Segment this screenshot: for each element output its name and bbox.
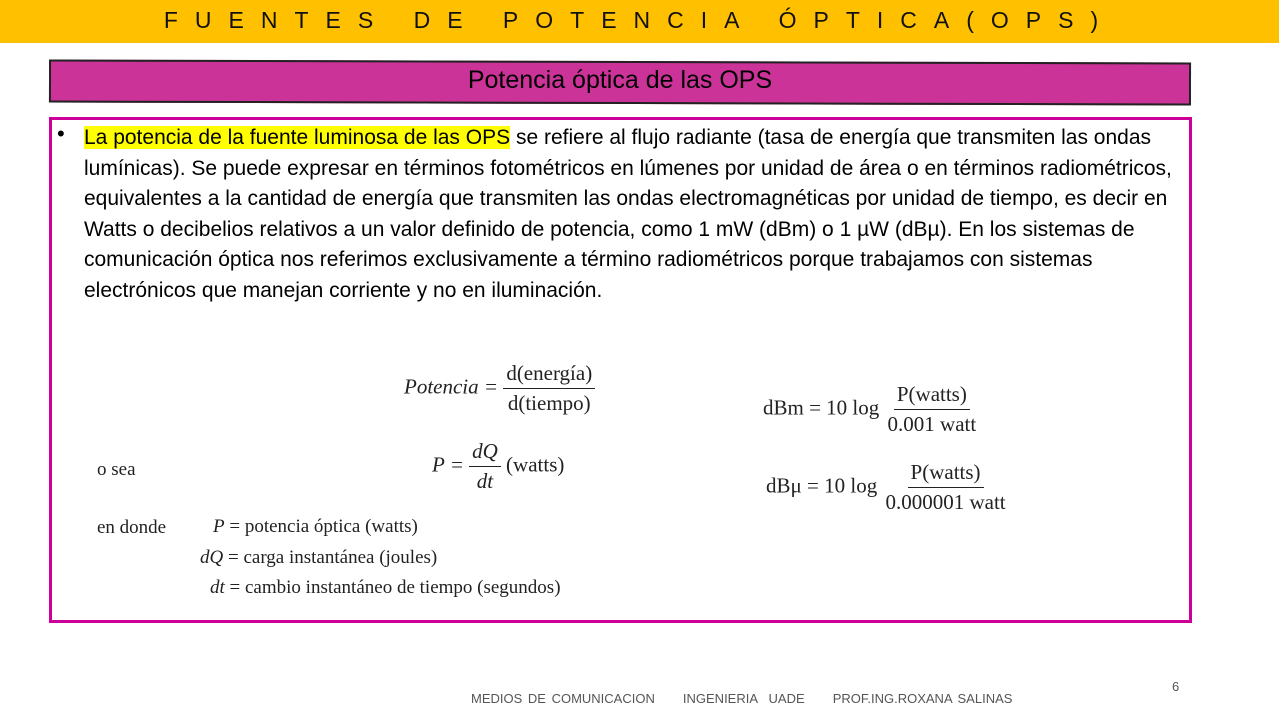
body-paragraph <box>84 123 1184 307</box>
dbm-formula <box>763 382 979 437</box>
definition-dq <box>200 547 437 569</box>
p-denominator: dt <box>476 469 494 493</box>
p-fraction <box>469 439 501 494</box>
definition-p-text: = potencia óptica (watts) <box>229 516 418 537</box>
page-number: 6 <box>1172 679 1180 694</box>
potencia-numerator: d(energía) <box>503 361 595 389</box>
potencia-formula <box>404 361 595 416</box>
slide-title: FUENTES DE POTENCIA ÓPTICA(OPS) <box>163 7 1116 33</box>
dbu-fraction <box>882 460 1008 515</box>
slide-footer: MEDIOS DE COMUNICACION INGENIERIA UADE PROF.ING.ROXANA SALINAS <box>471 691 1013 706</box>
en-donde-label: en donde <box>97 517 167 538</box>
p-numerator: dQ <box>469 439 501 467</box>
subtitle-text: Potencia óptica de las OPS <box>467 66 773 94</box>
o-sea-label: o sea <box>97 459 136 480</box>
definition-dq-text: = carga instantánea (joules) <box>227 547 438 568</box>
dbu-formula <box>766 460 1009 515</box>
potencia-lhs: Potencia = <box>404 374 499 399</box>
definition-p <box>213 516 418 538</box>
definition-dt <box>210 577 561 599</box>
dbm-lhs: dBm = 10 log <box>763 395 880 420</box>
paragraph-text: se refiere al flujo radiante (tasa de energía que transmiten las ondas lumínicas). Se puede expresar en términos fotométricos en lúmenes por unidad de área o en términos radiométricos, equivalentes a la cantidad de energía que transmiten las ondas electromagnéticas por unidad de tiempo, es decir en Watts o decibelios relativos a un valor definido de potencia, como 1 mW (dBm) o 1 µW (dBµ). En los sistemas de comunicación óptica nos referimos exclusivamente a término radiométricos porque trabajamos con sistemas electrónicos que manejan corriente y no en iluminación. <box>84 126 1172 302</box>
potencia-denominator: d(tiempo) <box>507 391 591 415</box>
dbm-numerator: P(watts) <box>894 382 970 410</box>
dbm-denominator: 0.001 watt <box>887 412 977 436</box>
dbu-denominator: 0.000001 watt <box>885 490 1006 514</box>
definition-dt-symbol: dt <box>210 577 225 598</box>
definition-p-symbol: P <box>213 516 225 537</box>
potencia-fraction <box>503 361 595 416</box>
bullet-point: • <box>57 121 65 146</box>
dbu-lhs: dBμ = 10 log <box>766 473 878 498</box>
p-unit: (watts) <box>506 452 565 477</box>
highlighted-text: La potencia de la fuente luminosa de las OPS <box>84 126 511 149</box>
dbm-fraction <box>885 382 980 437</box>
definition-dt-text: = cambio instantáneo de tiempo (segundos) <box>229 577 561 598</box>
p-lhs: P = <box>432 452 464 477</box>
definition-dq-symbol: dQ <box>200 547 224 568</box>
dbu-numerator: P(watts) <box>908 460 984 488</box>
p-formula <box>432 439 564 494</box>
